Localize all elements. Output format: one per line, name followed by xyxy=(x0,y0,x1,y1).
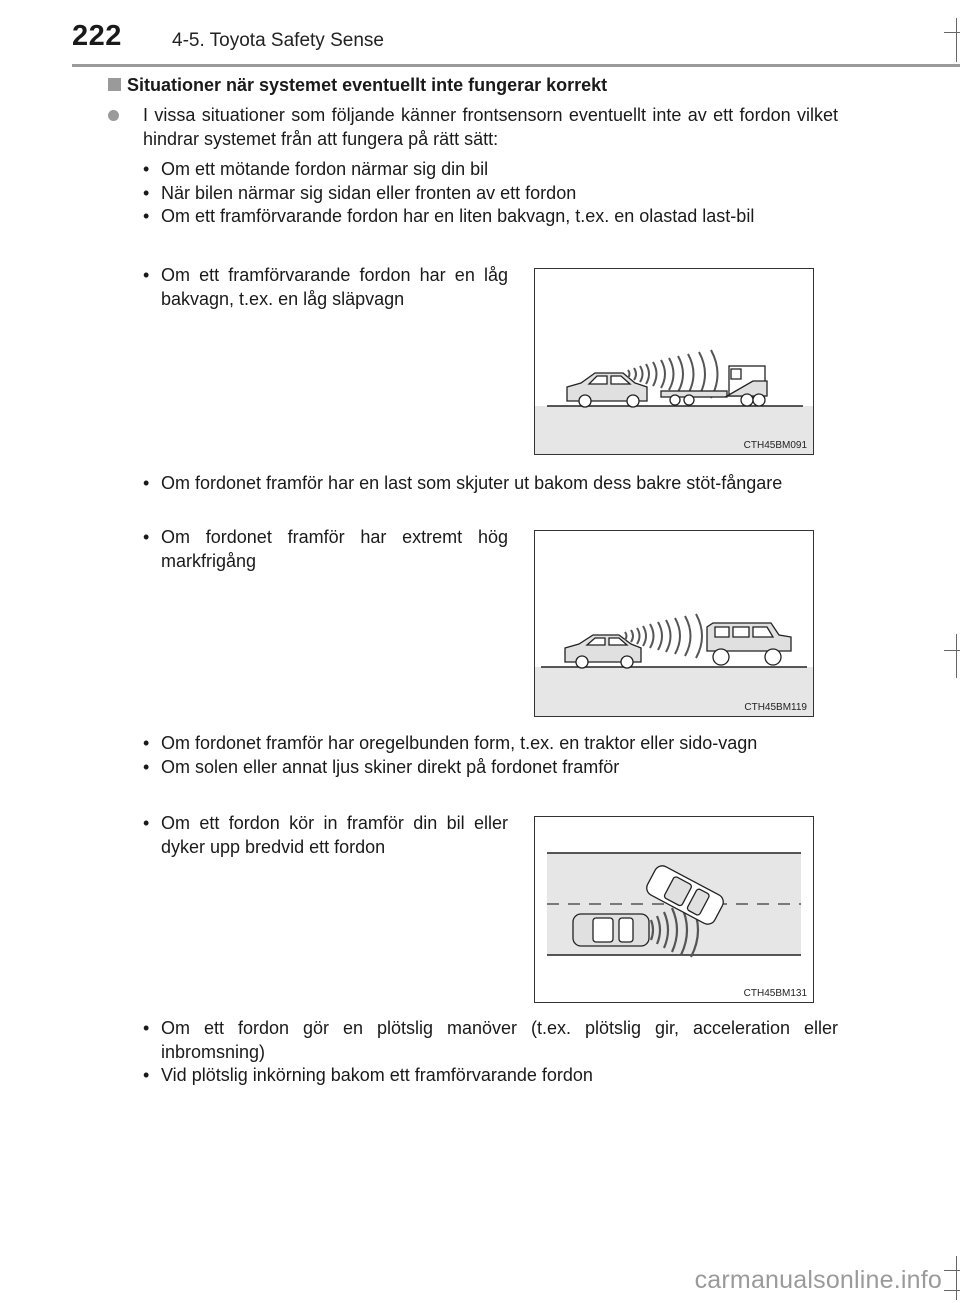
intro-paragraph xyxy=(108,103,838,151)
list-item: • Om ett framförvarande fordon har en liten bakvagn, t.ex. en olastad last-bil xyxy=(143,205,838,229)
list-item: • Vid plötslig inkörning bakom ett framförvarande fordon xyxy=(143,1064,838,1088)
cut-in-illustration xyxy=(535,817,813,1002)
figure-code: CTH45BM119 xyxy=(744,702,807,713)
truck-icon xyxy=(661,366,767,406)
watermark: carmanualsonline.info xyxy=(694,1266,942,1294)
crop-mark-top-right-h xyxy=(944,32,960,33)
crop-mark-top-right xyxy=(956,18,957,62)
round-bullet-icon xyxy=(108,110,119,121)
car-icon xyxy=(565,635,641,668)
bullet-list-after-fig1 xyxy=(143,472,838,496)
suv-icon xyxy=(707,623,791,665)
list-item: • Om fordonet framför har extremt hög markfrigång xyxy=(143,526,508,573)
car-top-view-icon xyxy=(573,914,649,946)
crop-mark-bottom-right-h2 xyxy=(944,1290,960,1291)
figure-code: CTH45BM091 xyxy=(743,440,807,451)
header-divider xyxy=(72,64,960,67)
list-item: • När bilen närmar sig sidan eller fronten av ett fordon xyxy=(143,182,838,206)
intro-text: I vissa situationer som följande känner frontsensorn eventuellt inte av ett fordon vilket hindrar systemet från att fungera på rätt sätt: xyxy=(143,105,838,149)
bullet-list-fig1 xyxy=(143,264,508,311)
section-heading-text: Situationer när systemet eventuellt inte fungerar korrekt xyxy=(127,75,608,95)
page-number: 222 xyxy=(72,20,122,52)
figure-code: CTH45BM131 xyxy=(743,988,807,999)
list-item: • Om ett fordon kör in framför din bil eller dyker upp bredvid ett fordon xyxy=(143,812,508,859)
list-item: • Om fordonet framför har oregelbunden form, t.ex. en traktor eller sido-vagn xyxy=(143,732,838,756)
crop-mark-bottom-right xyxy=(956,1256,957,1300)
bullet-list-fig3 xyxy=(143,812,508,859)
crop-mark-middle-right-h xyxy=(944,650,960,651)
bullet-list-fig2 xyxy=(143,526,508,573)
square-bullet-icon xyxy=(108,78,121,91)
figure-cut-in xyxy=(534,816,814,1003)
chapter-title: 4-5. Toyota Safety Sense xyxy=(172,30,384,51)
list-item: • Om ett fordon gör en plötslig manöver (t.ex. plötslig gir, acceleration eller inbromsning) xyxy=(143,1017,838,1064)
crop-mark-bottom-right-h xyxy=(944,1270,960,1271)
high-clearance-illustration xyxy=(535,531,813,716)
section-heading xyxy=(108,75,607,96)
bullet-list-2 xyxy=(143,732,838,779)
low-trailer-illustration xyxy=(535,269,813,454)
figure-high-clearance xyxy=(534,530,814,717)
crop-mark-middle-right xyxy=(956,634,957,678)
list-item: • Om ett mötande fordon närmar sig din bil xyxy=(143,158,838,182)
list-item: • Om ett framförvarande fordon har en låg bakvagn, t.ex. en låg släpvagn xyxy=(143,264,508,311)
list-item: • Om solen eller annat ljus skiner direkt på fordonet framför xyxy=(143,756,838,780)
figure-low-trailer xyxy=(534,268,814,455)
bullet-list-1 xyxy=(143,158,838,229)
bullet-list-3 xyxy=(143,1017,838,1088)
list-item: • Om fordonet framför har en last som skjuter ut bakom dess bakre stöt-fångare xyxy=(143,472,838,496)
